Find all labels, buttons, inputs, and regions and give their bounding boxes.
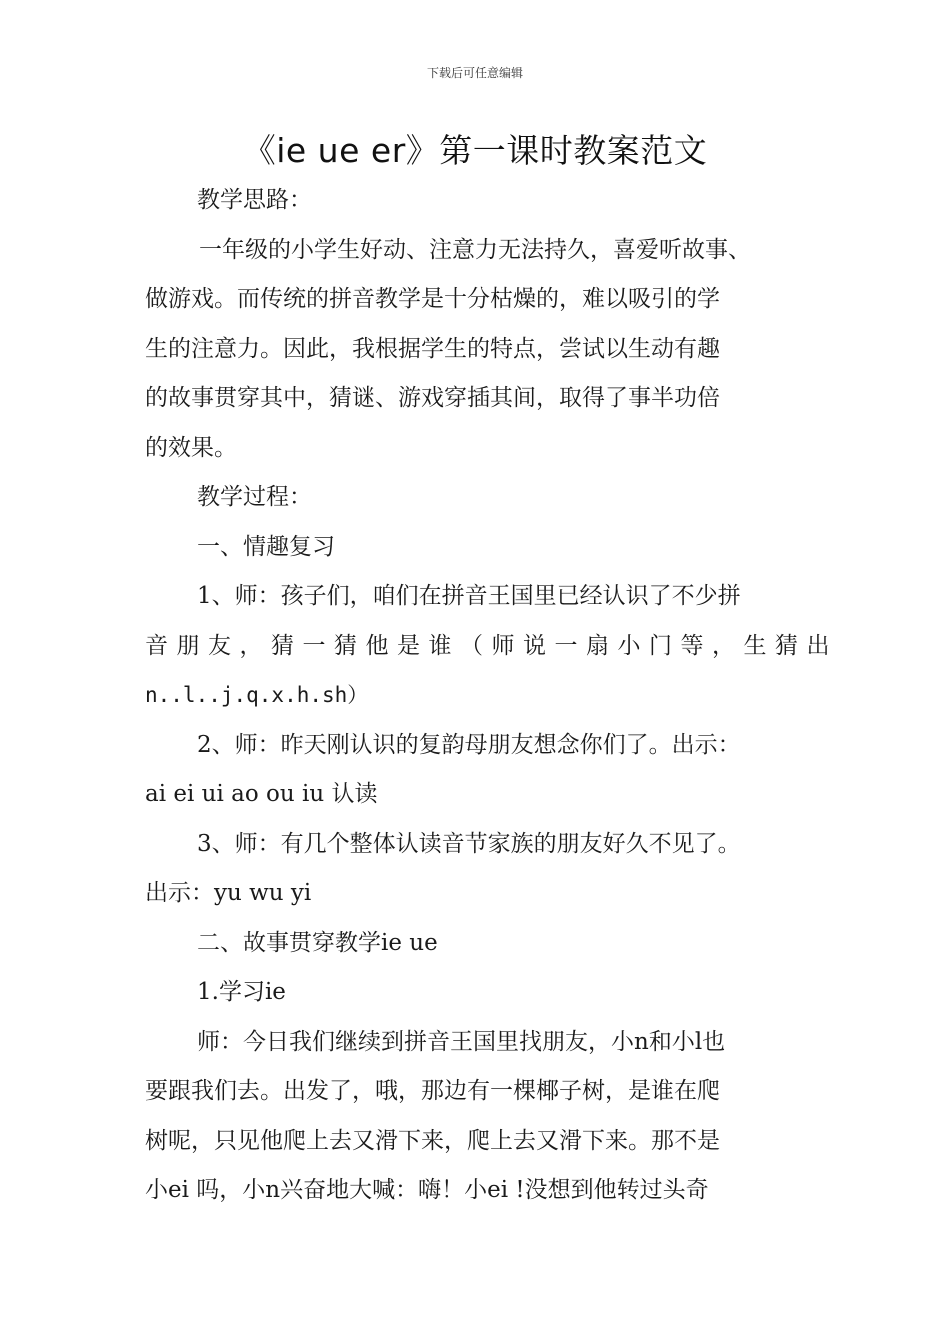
section-heading: 教学思路：	[197, 187, 312, 213]
section-heading: 二、故事贯穿教学ie ue	[197, 929, 438, 956]
paragraph-line: 做游戏。而传统的拼音教学是十分枯燥的，难以吸引的学	[145, 286, 720, 312]
paragraph-line: 3、师：有几个整体认读音节家族的朋友好久不见了。	[197, 830, 741, 857]
paragraph-line: 要跟我们去。出发了，哦，那边有一棵椰子树，是谁在爬	[145, 1078, 720, 1104]
document-title: 《ie ue er》第一课时教案范文	[242, 131, 708, 170]
paragraph-line: 1、师：孩子们，咱们在拼音王国里已经认识了不少拼	[197, 583, 741, 609]
section-heading: 一、情趣复习	[197, 533, 335, 560]
paragraph-line: 师：今日我们继续到拼音王国里找朋友，小n和小l也	[197, 1028, 726, 1055]
paragraph-line: 树呢，只见他爬上去又滑下来，爬上去又滑下来。那不是	[145, 1127, 720, 1154]
header-note: 下载后可任意编辑	[426, 66, 523, 80]
paragraph-line: 的故事贯穿其中，猜谜、游戏穿插其间，取得了事半功倍	[145, 385, 720, 411]
paragraph-line: n..l..j.q.x.h.sh）	[145, 683, 369, 707]
paragraph-line: 生的注意力。因此，我根据学生的特点，尝试以生动有趣	[145, 335, 720, 362]
section-heading: 教学过程：	[197, 484, 312, 510]
paragraph-line: 的效果。	[145, 434, 237, 461]
paragraph-line: 小ei 吗，小n兴奋地大喊：嗨！小ei !没想到他转过头奇	[145, 1177, 709, 1203]
paragraph-line: 一年级的小学生好动、注意力无法持久，喜爱听故事、	[199, 236, 751, 263]
paragraph-line: 出示：yu wu yi	[145, 880, 312, 906]
paragraph-line: ai ei ui ao ou iu 认读	[145, 781, 378, 807]
paragraph-line: 2、师：昨天刚认识的复韵母朋友想念你们了。出示：	[197, 731, 741, 758]
section-heading: 1.学习ie	[197, 979, 286, 1005]
paragraph-line: 音朋友，猜一猜他是谁（师说一扇小门等，生猜出	[145, 632, 838, 659]
document-body	[145, 176, 838, 1216]
